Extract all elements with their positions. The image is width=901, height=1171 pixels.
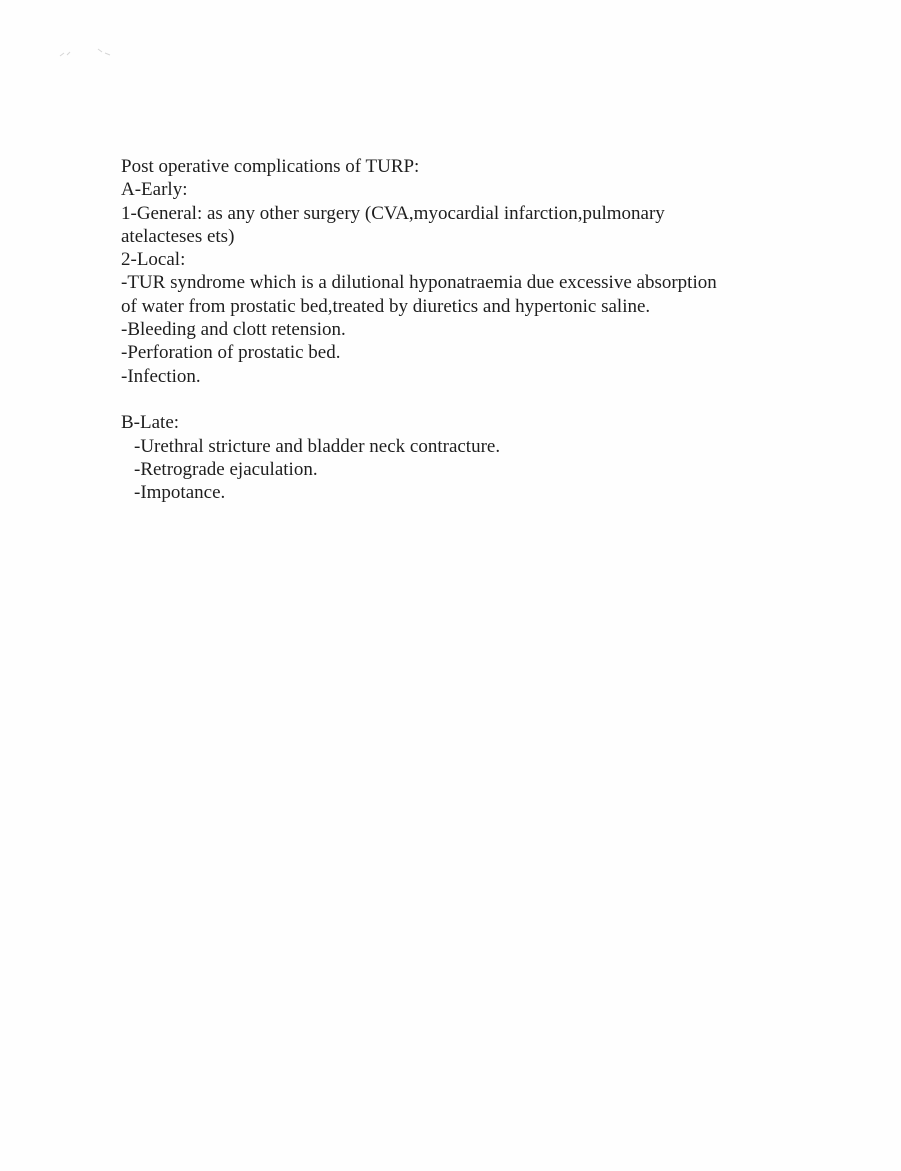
late-heading: B-Late: [121, 412, 180, 434]
local-item-bleeding: -Bleeding and clott retension. [121, 319, 346, 341]
late-item-stricture: -Urethral stricture and bladder neck contracture. [134, 435, 501, 457]
local-heading: 2-Local: [121, 249, 186, 271]
section-spacer [121, 388, 761, 411]
document-title: Post operative complications of TURP: [121, 156, 420, 177]
local-item-infection: -Infection. [121, 365, 201, 387]
late-item-impotance: -Impotance. [134, 482, 226, 504]
early-general-item: 1-General: as any other surgery (CVA,myocardial infarction,pulmonary atelacteses ets) [121, 202, 665, 247]
scan-speck-marks [58, 46, 114, 58]
early-heading: A-Early: [121, 179, 188, 201]
local-item-tur-syndrome: -TUR syndrome which is a dilutional hyponatraemia due excessive absorption of water from prostatic bed,treated by diuretics and hypertonic saline. [121, 272, 717, 317]
late-item-retrograde: -Retrograde ejaculation. [134, 458, 318, 480]
late-items-list [121, 435, 761, 505]
local-item-perforation: -Perforation of prostatic bed. [121, 342, 341, 364]
document-body [121, 155, 761, 504]
